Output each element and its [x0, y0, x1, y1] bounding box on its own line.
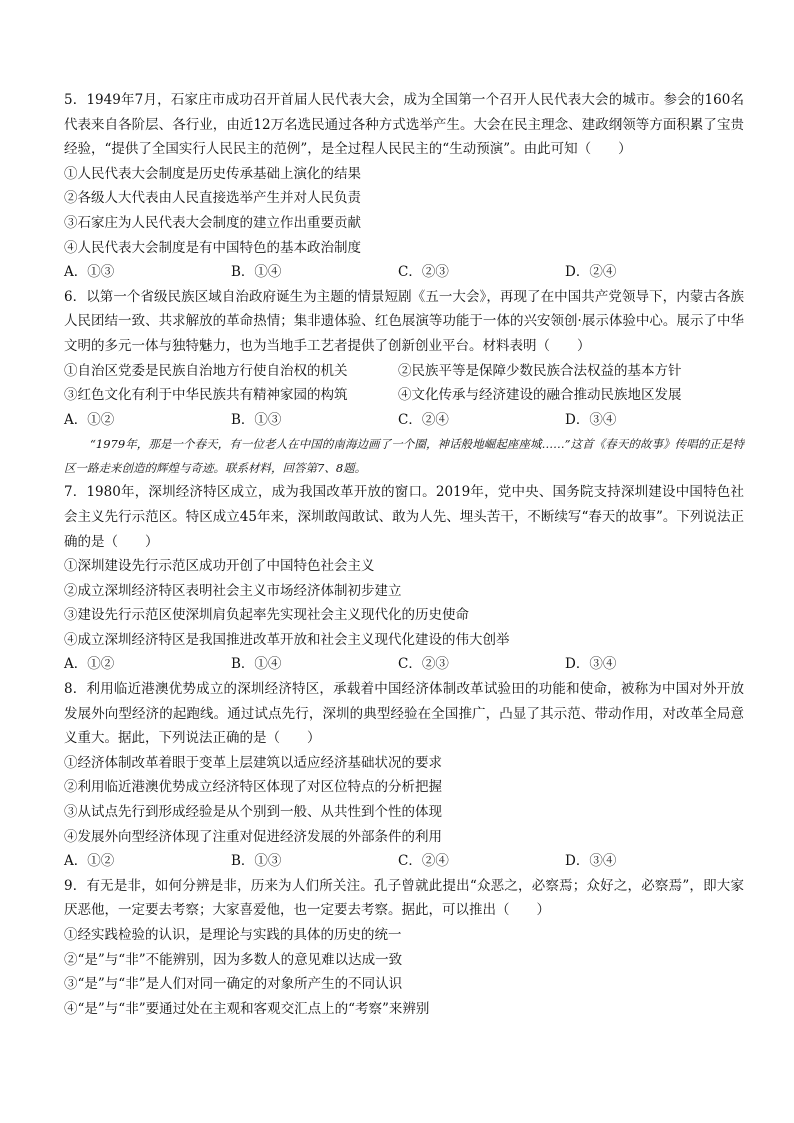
question-stem: 5．1949年7月，石家庄市成功召开首届人民代表大会，成为全国第一个召开人民代表大会的城市。参会的160名代表来自各阶层、各行业，由近12万名选民通过各种方式选举产生。大会在民主理念、建政纲领等方面积累了宝贵经验，“提供了全国实行人民民主的范例”，是全过程人民民主的“生动预演”。由此可知（ ） [64, 92, 744, 158]
statement-2: ②民族平等是保障少数民族合法权益的基本方针 [398, 362, 682, 379]
statement-2: ②各级人大代表由人民直接选举产生并对人民负责 [64, 190, 361, 207]
statement-1: ①人民代表大会制度是历史传承基础上演化的结果 [64, 165, 361, 182]
choice-c: C．②④ [398, 411, 449, 428]
statement-row [64, 359, 744, 384]
question-stem: 9．有无是非，如何分辨是非，历来为人们所关注。孔子曾就此提出“众恶之，必察焉；众好之，必察焉”，即大家厌恶他，一定要去考察；大家喜爱他，也一定要去考察。据此，可以推出（ ） [64, 877, 744, 919]
statement-1: ①自治区党委是民族自治地方行使自治权的机关 [64, 362, 348, 379]
statement-1: ①深圳建设先行示范区成功开创了中国特色社会主义 [64, 558, 375, 575]
question-stem: 6．以第一个省级民族区域自治政府诞生为主题的情景短剧《五一大会》，再现了在中国共产党领导下，内蒙古各族人民团结一致、共求解放的革命热情；集非遗体验、红色展演等功能于一体的兴安领创·展示体验中心。展示了中华文明的多元一体与独特魅力，也为当地手工艺者提供了创新创业平台。材料表明（ ） [64, 288, 744, 354]
statement-2: ②成立深圳经济特区表明社会主义市场经济体制初步建立 [64, 582, 402, 599]
statement-4: ④发展外向型经济体现了注重对促进经济发展的外部条件的利用 [64, 828, 442, 845]
statement-2: ②“是”与“非”不能辨别，因为多数人的意见难以达成一致 [64, 951, 403, 968]
choice-d: D．③④ [565, 411, 617, 428]
choice-d: D．③④ [565, 656, 617, 673]
choice-b: B．①③ [231, 411, 282, 428]
question-6 [64, 285, 744, 433]
choice-c: C．②③ [398, 656, 449, 673]
question-stem: 8．利用临近港澳优势成立的深圳经济特区，承载着中国经济体制改革试验田的功能和使命，被称为中国对外开放发展外向型经济的起跑线。通过试点先行，深圳的典型经验在全国推广，凸显了其示范、带动作用，对改革全局意义重大。据此，下列说法正确的是（ ） [64, 681, 744, 747]
choice-d: D．②④ [565, 264, 617, 281]
choice-a: A．①② [64, 411, 115, 428]
answer-choices [64, 652, 744, 677]
statement-3: ③石家庄为人民代表大会制度的建立作出重要贡献 [64, 214, 361, 231]
choice-a: A．①② [64, 656, 115, 673]
answer-choices [64, 408, 744, 433]
choice-c: C．②③ [398, 264, 449, 281]
question-9 [64, 874, 744, 1022]
choice-b: B．①③ [231, 853, 282, 870]
statement-3: ③“是”与“非”是人们对同一确定的对象所产生的不同认识 [64, 976, 403, 993]
material-passage: “1979年，那是一个春天，有一位老人在中国的南海边画了一个圈，神话般地崛起座座城……”这首《春天的故事》传唱的正是特区一路走来创造的辉煌与奇迹。联系材料，回答第7、8题。 [64, 437, 744, 476]
statement-4: ④“是”与“非”要通过处在主观和客观交汇点上的“考察”来辨别 [64, 1000, 430, 1017]
statement-3: ③建设先行示范区使深圳肩负起率先实现社会主义现代化的历史使命 [64, 607, 469, 624]
choice-b: B．①④ [231, 264, 282, 281]
statement-4: ④文化传承与经济建设的融合推动民族地区发展 [398, 387, 682, 404]
statement-2: ②利用临近港澳优势成立经济特区体现了对区位特点的分析把握 [64, 779, 442, 796]
statement-3: ③红色文化有利于中华民族共有精神家园的构筑 [64, 387, 348, 404]
choice-c: C．②④ [398, 853, 449, 870]
choice-d: D．③④ [565, 853, 617, 870]
question-5 [64, 88, 744, 285]
statement-row [64, 383, 744, 408]
question-8 [64, 677, 744, 874]
statement-1: ①经济体制改革着眼于变革上层建筑以适应经济基础状况的要求 [64, 754, 442, 771]
question-7 [64, 480, 744, 677]
choice-a: A．①② [64, 853, 115, 870]
statement-1: ①经实践检验的认识，是理论与实践的具体的历史的统一 [64, 927, 402, 943]
answer-choices [64, 849, 744, 874]
statement-4: ④成立深圳经济特区是我国推进改革开放和社会主义现代化建设的伟大创举 [64, 631, 510, 648]
statement-3: ③从试点先行到形成经验是从个别到一般、从共性到个性的体现 [64, 804, 442, 821]
exam-page [64, 88, 744, 1021]
question-stem: 7．1980年，深圳经济特区成立，成为我国改革开放的窗口。2019年，党中央、国务院支持深圳建设中国特色社会主义先行示范区。特区成立45年来，深圳敢闯敢试、敢为人先、埋头苦干，不断续写“春天的故事”。下列说法正确的是（ ） [64, 484, 744, 550]
choice-b: B．①④ [231, 656, 282, 673]
answer-choices [64, 260, 744, 285]
choice-a: A．①③ [64, 264, 115, 281]
statement-4: ④人民代表大会制度是有中国特色的基本政治制度 [64, 239, 361, 256]
